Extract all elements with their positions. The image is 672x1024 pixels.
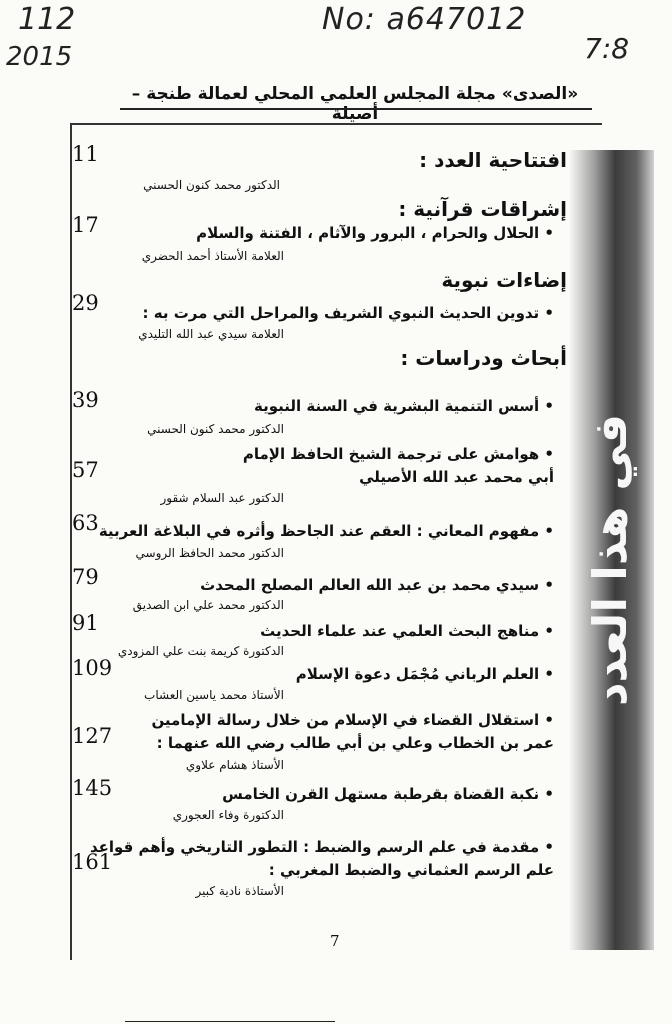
- entry-author: الأستاذ هشام علاوي: [185, 758, 284, 772]
- entry-title: • سيدي محمد بن عبد الله العالم المصلح المحدث: [200, 576, 554, 594]
- entry-page-number: 161: [72, 850, 113, 874]
- entry-author: الدكتور عبد السلام شقور: [160, 491, 284, 505]
- entry-page-number: 127: [72, 724, 113, 748]
- entry-author: العلامة الأستاذ أحمد الحضري: [141, 249, 284, 263]
- entry-title-continued: عمر بن الخطاب وعلي بن أبي طالب رضي الله عنهما :: [156, 734, 554, 752]
- handwritten-year: 2015: [6, 42, 73, 72]
- entry-author: الدكتور محمد علي ابن الصديق: [132, 598, 284, 612]
- entry-title: • استقلال القضاء في الإسلام من خلال رسالة الإمامين: [151, 711, 554, 729]
- entry-title: • مقدمة في علم الرسم والضبط : التطور التاريخي وأهم قواعد: [90, 838, 554, 856]
- entry-title-continued: علم الرسم العثماني والضبط المغربي :: [268, 861, 554, 879]
- entry-page-number: 11: [72, 142, 99, 166]
- handwritten-code: 7:8: [584, 32, 630, 65]
- header-rule: [120, 108, 592, 110]
- entry-page-number: 79: [72, 565, 99, 589]
- entry-title: • تدوين الحديث النبوي الشريف والمراحل التي مرت به :: [142, 304, 554, 322]
- entry-author: الدكتورة كريمة بنت علي المزودي: [117, 644, 284, 658]
- section-heading-research: أبحاث ودراسات :: [400, 346, 567, 370]
- entry-page-number: 91: [72, 611, 99, 635]
- entry-page-number: 39: [72, 388, 99, 412]
- section-heading-prophetic: إضاءات نبوية: [441, 268, 567, 292]
- entry-author: العلامة سيدي عبد الله التليدي: [138, 327, 284, 341]
- entry-title: • مناهج البحث العلمي عند علماء الحديث: [260, 622, 554, 640]
- entry-author: الأستاذة نادية كبير: [195, 884, 284, 898]
- entry-author: الدكتور محمد كنون الحسني: [147, 422, 284, 436]
- entry-page-number: 109: [72, 656, 113, 680]
- handwritten-number: 112: [18, 2, 76, 37]
- journal-header: «الصدى» مجلة المجلس العلمي المحلي لعمالة طنجة – أصيلة: [131, 84, 579, 124]
- entry-author: الأستاذ محمد ياسين العشاب: [144, 688, 284, 702]
- section-heading-opening: افتتاحية العدد :: [419, 148, 567, 172]
- entry-title: • مفهوم المعاني : العقم عند الجاحظ وأثره في البلاغة العربية: [98, 522, 554, 540]
- entry-author: الدكتور محمد كنون الحسني: [143, 178, 280, 192]
- entry-title-continued: أبي محمد عبد الله الأصيلي: [359, 468, 554, 486]
- entry-page-number: 29: [72, 291, 99, 315]
- spine-title: في هذا العدد: [583, 413, 637, 707]
- entry-author: الدكتور محمد الحافظ الروسي: [135, 546, 284, 560]
- entry-title: • أسس التنمية البشرية في السنة النبوية: [254, 397, 554, 415]
- entry-page-number: 63: [72, 511, 99, 535]
- entry-title: • نكبة القضاة بقرطبة مستهل القرن الخامس: [222, 785, 554, 803]
- footer-page-number: 7: [330, 932, 340, 950]
- entry-title: • هوامش على ترجمة الشيخ الحافظ الإمام: [242, 445, 554, 463]
- entry-page-number: 17: [72, 213, 99, 237]
- entry-title: • الحلال والحرام ، البرور والآثام ، الفتنة والسلام: [196, 224, 554, 242]
- section-heading-quranic: إشراقات قرآنية :: [398, 197, 567, 221]
- entry-page-number: 57: [72, 458, 99, 482]
- entry-page-number: 145: [72, 776, 113, 800]
- footer-rule: [125, 1021, 335, 1022]
- handwritten-reference: No: a647012: [322, 2, 527, 37]
- entry-title: • العلم الرباني مُجْمَل دعوة الإسلام: [295, 665, 554, 683]
- entry-author: الدكتورة وفاء العجوري: [172, 808, 284, 822]
